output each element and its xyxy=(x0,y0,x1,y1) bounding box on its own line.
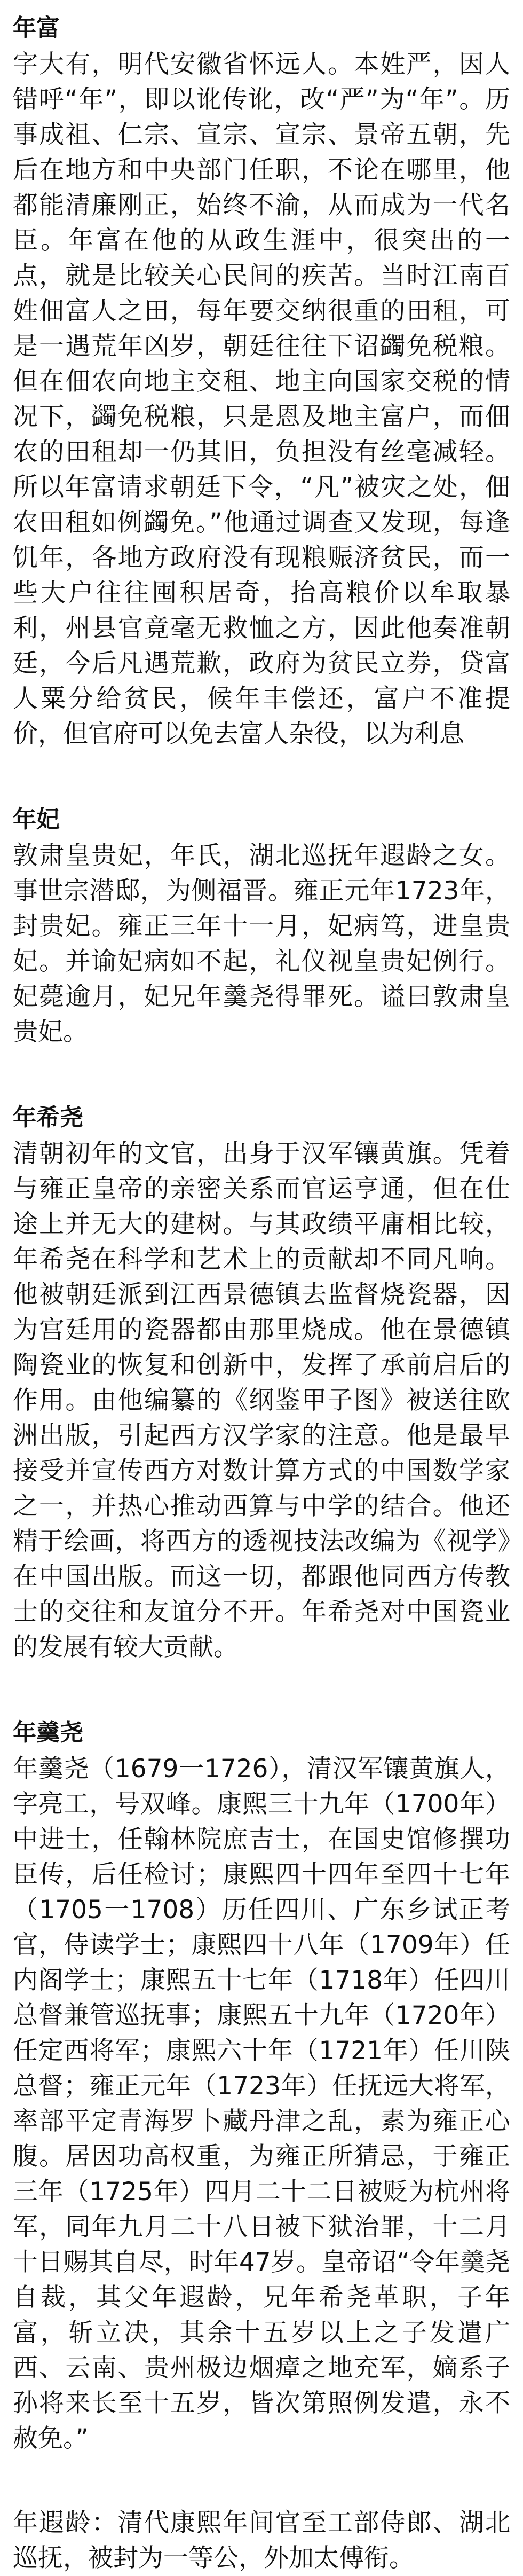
section-paragraph: 字大有，明代安徽省怀远人。本姓严，因人错呼“年”，即以讹传讹，改“严”为“年”。历事成祖、仁宗、宣宗、宣宗、景帝五朝，先后在地方和中央部门任职，不论在哪里，他都能清廉刚正，始终不渝，从而成为一代名臣。年富在他的从政生涯中，很突出的一点，就是比较关心民间的疾苦。当时江南百姓佃富人之田，每年要交纳很重的田租，可是一遇荒年凶岁，朝廷往往下诏蠲免税粮。但在佃农向地主交租、地主向国家交税的情况下，蠲免税粮，只是恩及地主富户，而佃农的田租却一仍其旧，负担没有丝毫减轻。所以年富请求朝廷下令，“凡”被灾之处，佃农田租如例蠲免。”他通过调查又发现，每逢饥年，各地方政府没有现粮赈济贫民，而一些大户往往囤积居奇，抬高粮价以牟取暴利，州县官竟毫无救恤之方，因此他奏准朝廷，今后凡遇荒歉，政府为贫民立券，贷富人粟分给贫民，候年丰偿还，富户不准提价，但官府可以免去富人杂役，以为利息 xyxy=(13,50,510,749)
section-nian-fu xyxy=(13,10,510,752)
section-title: 年羹尧 xyxy=(13,1719,83,1746)
section-nian-xialing xyxy=(13,2506,510,2576)
section-title: 年希尧 xyxy=(13,1104,83,1131)
section-nian-xiyao xyxy=(13,1099,510,1665)
section-nian-fei xyxy=(13,801,510,1050)
section-paragraph: 清朝初年的文官，出身于汉军镶黄旗。凭着与雍正皇帝的亲密关系而官运亨通，但在仕途上并无大的建树。与其政绩平庸相比较，年希尧在科学和艺术上的贡献却不同凡响。他被朝廷派到江西景德镇去监督烧瓷器，因为宫廷用的瓷器都由那里烧成。他在景德镇陶瓷业的恢复和创新中，发挥了承前启后的作用。由他编纂的《纲鉴甲子图》被送往欧洲出版，引起西方汉学家的注意。他是最早接受并宣传西方对数计算方式的中国数学家之一，并热心推动西算与中学的结合。他还精于绘画，将西方的透视技法改编为《视学》在中国出版。而这一切，都跟他同西方传教士的交往和友谊分不开。年希尧对中国瓷业的发展有较大贡献。 xyxy=(13,1139,510,1662)
section-title: 年富 xyxy=(13,14,60,42)
section-title: 年妃 xyxy=(13,806,60,833)
section-paragraph: 敦肃皇贵妃，年氏，湖北巡抚年遐龄之女。事世宗潜邸，为侧福晋。雍正元年1723年，封贵妃。雍正三年十一月，妃病笃，进皇贵妃。并谕妃病如不起，礼仪视皇贵妃例行。妃薨逾月，妃兄年羹尧得罪死。谥曰敦肃皇贵妃。 xyxy=(13,841,510,1047)
section-paragraph: 年遐龄：清代康熙年间官至工部侍郎、湖北巡抚，被封为一等公，外加太傅衔。 xyxy=(13,2508,510,2573)
section-nian-gengyao xyxy=(13,1714,510,2456)
section-paragraph: 年羹尧（1679一1726），清汉军镶黄旗人，字亮工，号双峰。康熙三十九年（1700年）中进士，任翰林院庶吉士，在国史馆修撰功臣传，后任检讨；康熙四十四年至四十七年（1705一1708）历任四川、广东乡试正考官，侍读学士；康熙四十八年（1709年）任内阁学士；康熙五十七年（1718年）任四川总督兼管巡抚事；康熙五十九年（1720年）任定西将军；康熙六十年（1721年）任川陕总督；雍正元年（1723年）任抚远大将军，率部平定青海罗卜藏丹津之乱，素为雍正心腹。居因功高权重，为雍正所猜忌，于雍正三年（1725年）四月二十二日被贬为杭州将军，同年九月二十八日被下狱治罪，十二月十日赐其自尽，时年47岁。皇帝诏“令年羹尧自裁，其父年遐龄，兄年希尧革职，子年富，斩立决，其余十五岁以上之子发遣广西、云南、贵州极边烟瘴之地充军，嫡系子孙将来长至十五岁，皆次第照例发遣，永不赦免。” xyxy=(13,1754,510,2453)
